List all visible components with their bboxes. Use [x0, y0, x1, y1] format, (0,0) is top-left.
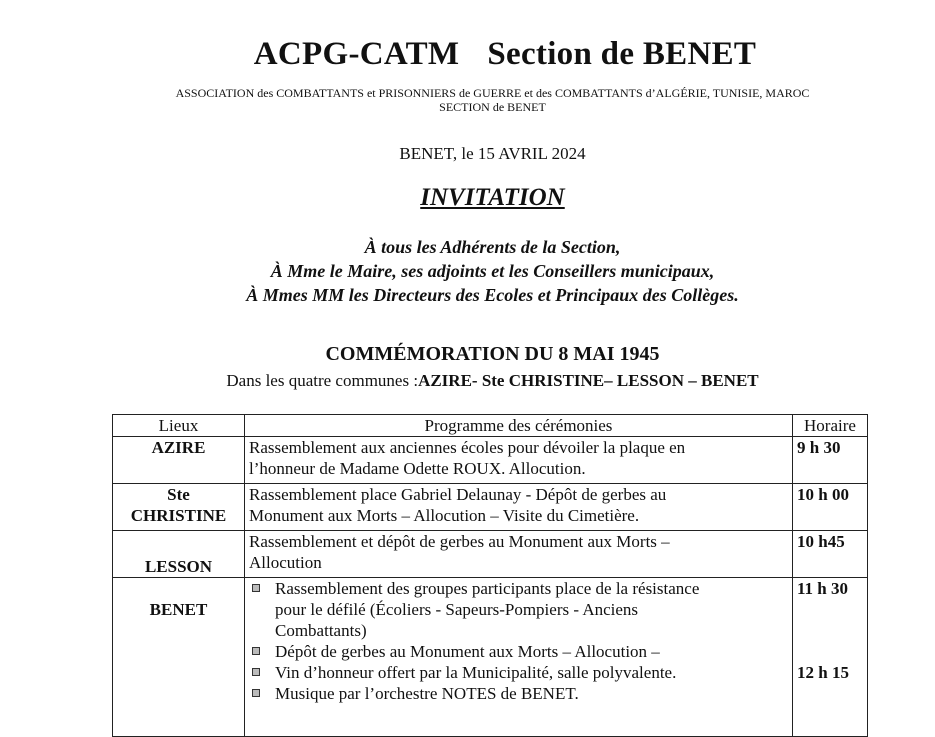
- programme-line: Rassemblement place Gabriel Delaunay - Dépôt de gerbes au: [249, 485, 667, 504]
- lieu-line: Ste: [167, 485, 190, 504]
- programme-line: l’honneur de Madame Odette ROUX. Allocution.: [249, 459, 586, 478]
- program-table: [112, 414, 868, 737]
- lieu-cell: BENET: [113, 578, 245, 737]
- table-row: [113, 484, 868, 531]
- programme-line: Monument aux Morts – Allocution – Visite du Cimetière.: [249, 506, 640, 525]
- bullet-icon: [252, 668, 260, 676]
- date-line: BENET, le 15 AVRIL 2024: [399, 144, 586, 163]
- programme-cell: [245, 437, 793, 484]
- bullet-icon: [252, 689, 260, 697]
- communes-prefix: Dans les quatre communes :: [226, 371, 419, 390]
- list-item: [249, 683, 788, 704]
- addressee-line: À Mmes MM les Directeurs des Ecoles et Principaux des Collèges.: [246, 285, 739, 305]
- lieu-line: CHRISTINE: [130, 506, 227, 525]
- lieu-cell: LESSON: [113, 531, 245, 578]
- header-programme: Programme des cérémonies: [245, 415, 793, 437]
- programme-line: Vin d’honneur offert par la Municipalité, salle polyvalente.: [275, 663, 677, 682]
- programme-line: Rassemblement et dépôt de gerbes au Monument aux Morts –: [249, 532, 670, 551]
- communes-names: AZIRE- Ste CHRISTINE– LESSON – BENET: [418, 371, 759, 390]
- section-line: SECTION de BENET: [439, 100, 546, 114]
- table-row: [113, 578, 868, 737]
- list-item: [249, 662, 788, 683]
- table-header-row: [113, 415, 868, 437]
- programme-cell: [245, 578, 793, 737]
- communes-line: [0, 371, 935, 391]
- bullet-icon: [252, 647, 260, 655]
- programme-line: Rassemblement des groupes participants place de la résistance: [275, 579, 700, 598]
- header-horaire: Horaire: [793, 415, 868, 437]
- programme-line: pour le défilé (Écoliers - Sapeurs-Pompiers - Anciens: [275, 600, 639, 619]
- list-item: [249, 578, 788, 641]
- header-lieux: Lieux: [113, 415, 245, 437]
- programme-line: Combattants): [275, 621, 367, 640]
- horaire-line: 11 h 30: [797, 579, 849, 598]
- section-name: Section de BENET: [487, 36, 757, 72]
- list-item: [249, 641, 788, 662]
- horaire-cell: [793, 578, 868, 737]
- association-subtitle: [0, 86, 935, 114]
- programme-cell: [245, 484, 793, 531]
- horaire-cell: 10 h45: [793, 531, 868, 578]
- table-row: [113, 437, 868, 484]
- commemoration-heading: COMMÉMORATION DU 8 MAI 1945: [325, 343, 660, 365]
- programme-cell: [245, 531, 793, 578]
- horaire-line: 12 h 15: [797, 663, 849, 682]
- programme-line: Rassemblement aux anciennes écoles pour dévoiler la plaque en: [249, 438, 686, 457]
- association-line: ASSOCIATION des COMBATTANTS et PRISONNIERS de GUERRE et des COMBATTANTS d’ALGÉRIE, TUNISIE, MAROC: [175, 86, 810, 100]
- org-name: ACPG-CATM: [253, 36, 460, 72]
- programme-list: [249, 578, 788, 704]
- lieu-cell: [113, 484, 245, 531]
- document-title: [0, 36, 935, 73]
- programme-line: Musique par l’orchestre NOTES de BENET.: [275, 684, 579, 703]
- programme-line: Dépôt de gerbes au Monument aux Morts – Allocution –: [275, 642, 660, 661]
- bullet-icon: [252, 584, 260, 592]
- horaire-cell: 10 h 00: [793, 484, 868, 531]
- table-row: [113, 531, 868, 578]
- programme-line: Allocution: [249, 553, 322, 572]
- horaire-cell: 9 h 30: [793, 437, 868, 484]
- invitation-heading: INVITATION: [420, 184, 565, 211]
- addressee-line: À tous les Adhérents de la Section,: [364, 237, 621, 257]
- lieu-cell: AZIRE: [113, 437, 245, 484]
- addressee-line: À Mme le Maire, ses adjoints et les Conseillers municipaux,: [270, 261, 715, 281]
- addressees: [0, 235, 935, 307]
